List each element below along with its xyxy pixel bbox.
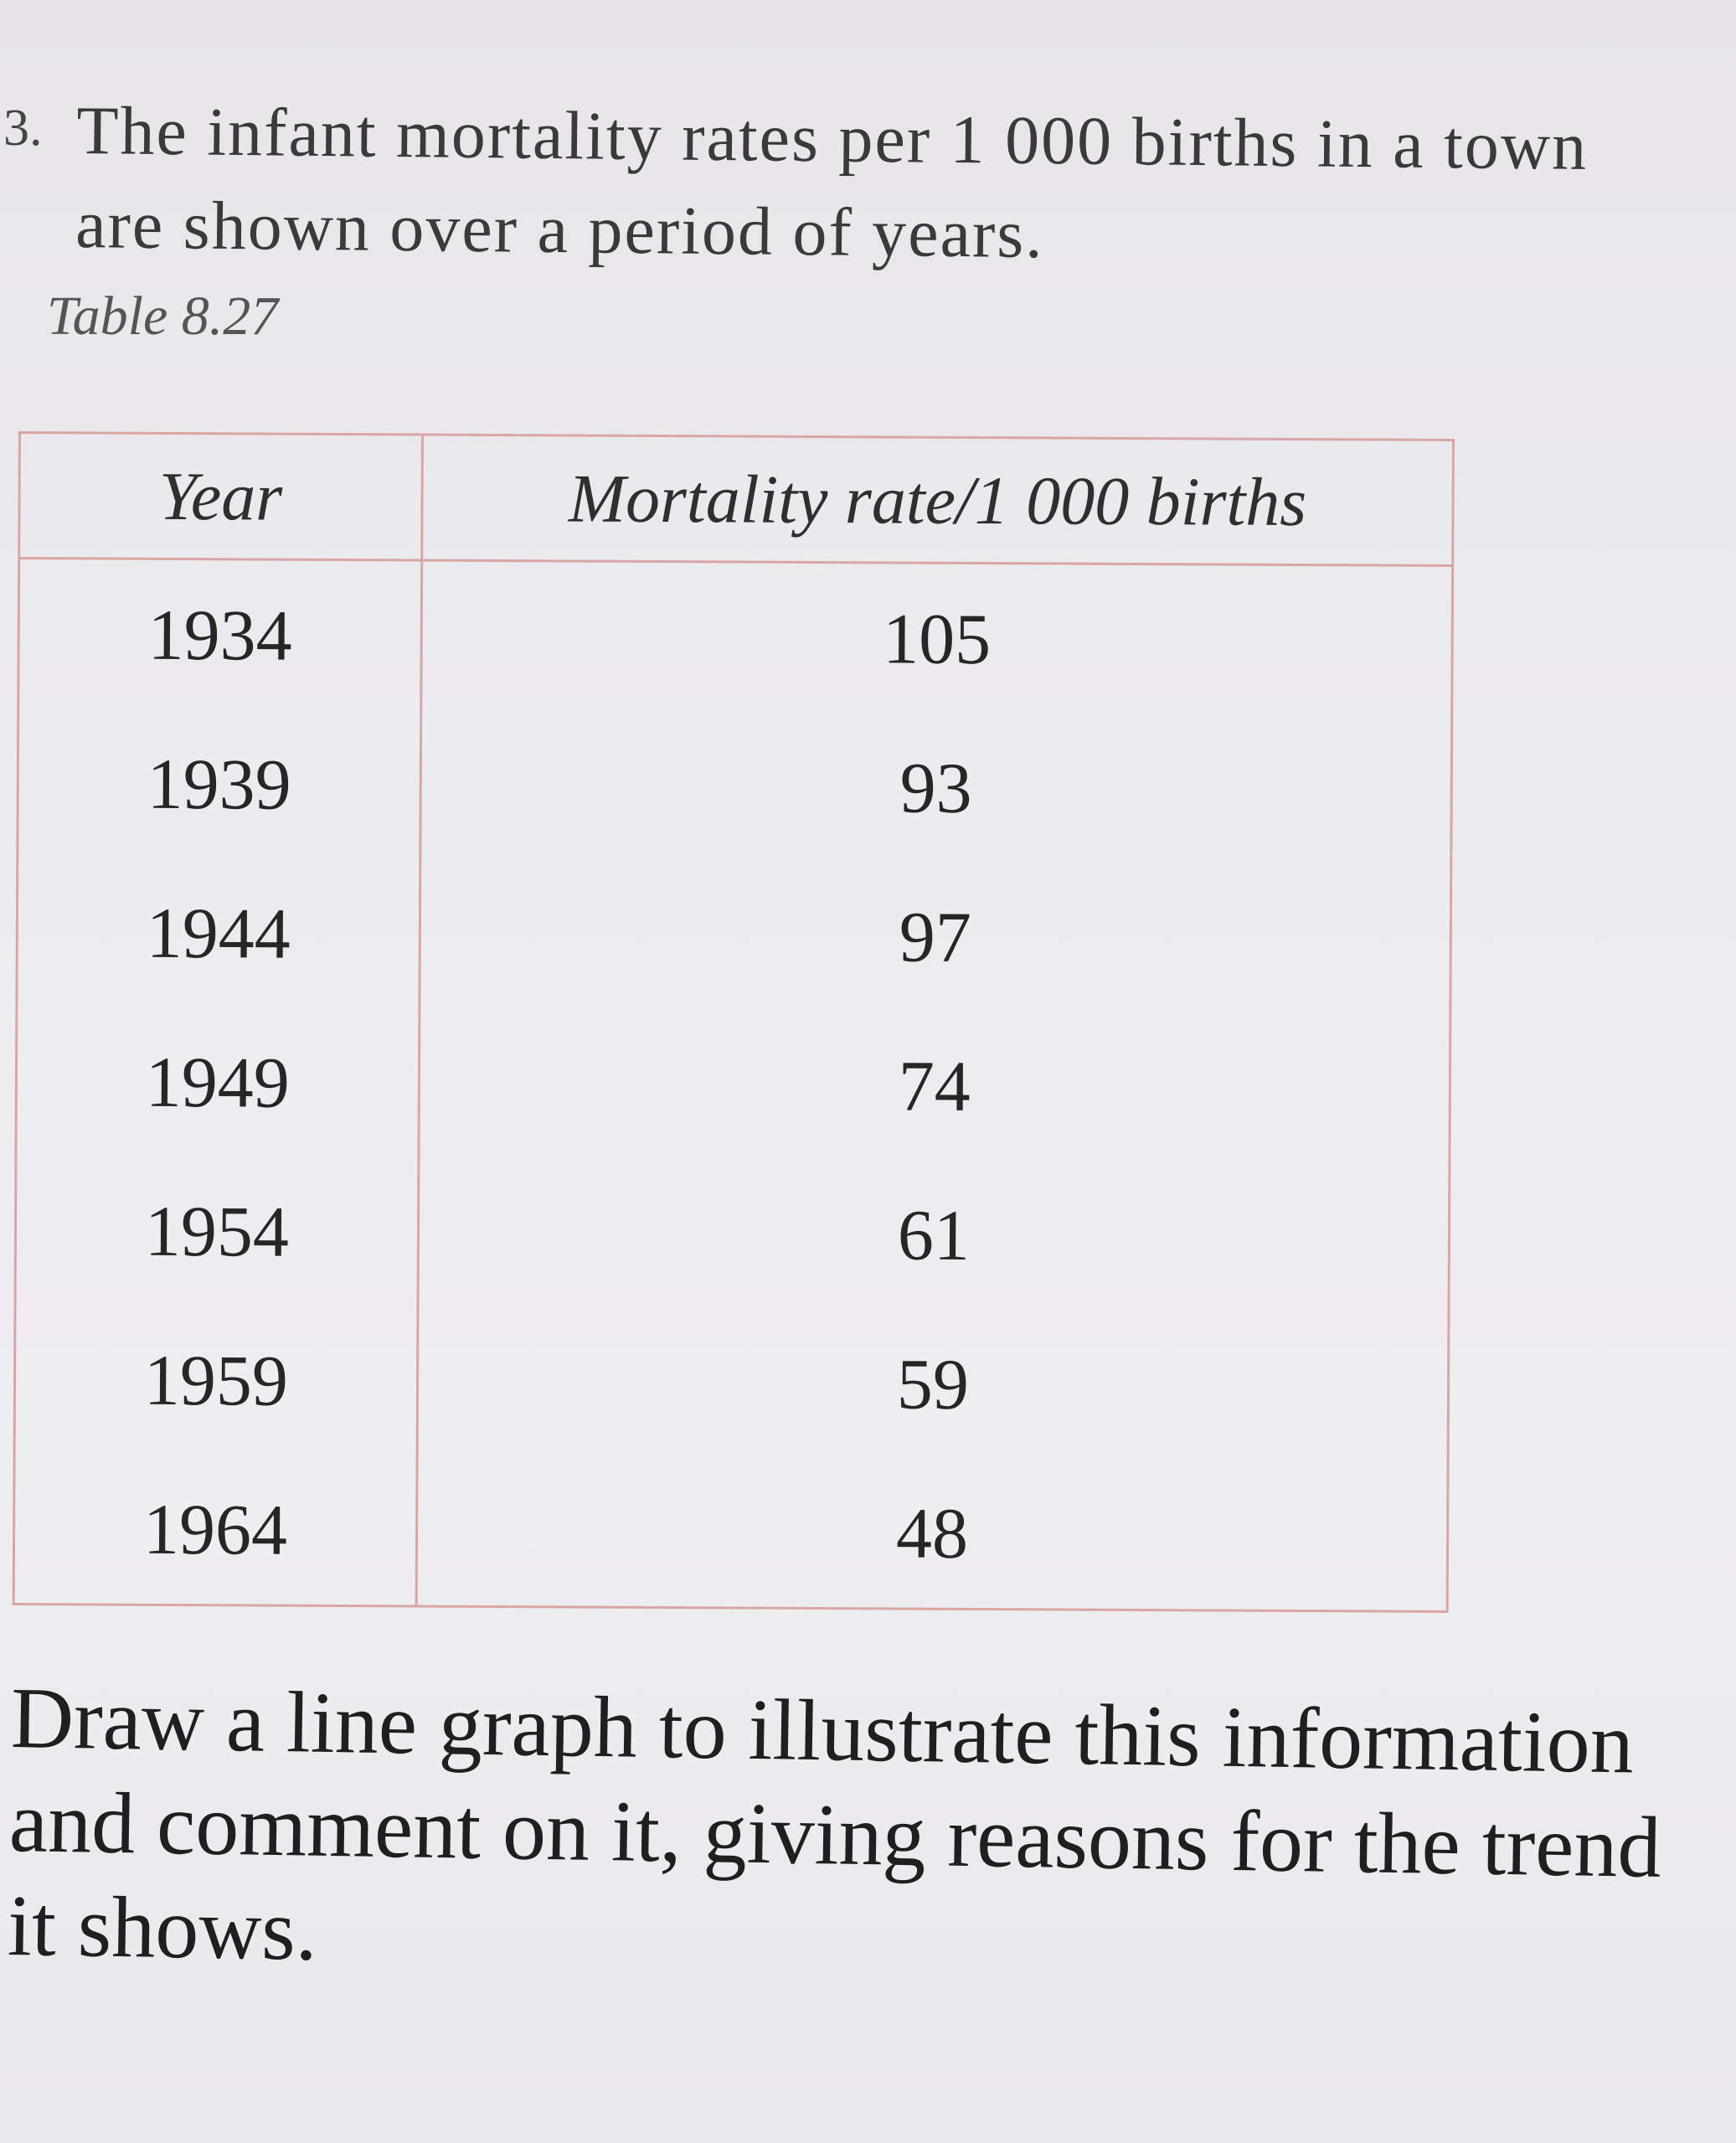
rate-cell: 74 xyxy=(419,1009,1450,1163)
rate-cell: 61 xyxy=(418,1158,1450,1312)
table-row xyxy=(14,1305,1449,1461)
rate-cell: 59 xyxy=(417,1307,1449,1461)
table-caption: Table 8.27 xyxy=(47,286,279,347)
header-mortality-rate: Mortality rate/1 000 births xyxy=(421,435,1453,565)
question-text: The infant mortality rates per 1 000 births in a town are shown over a period of years. xyxy=(75,91,1589,273)
rate-cell: 105 xyxy=(421,560,1453,716)
mortality-table xyxy=(13,431,1455,1613)
year-cell: 1944 xyxy=(17,858,420,1009)
year-cell: 1959 xyxy=(14,1305,418,1456)
year-cell: 1954 xyxy=(15,1156,419,1307)
table-header-row xyxy=(19,433,1454,566)
year-cell: 1964 xyxy=(13,1454,417,1606)
rate-cell: 93 xyxy=(420,711,1452,865)
table-row xyxy=(13,1454,1448,1611)
rate-cell: 48 xyxy=(416,1456,1448,1612)
table-row xyxy=(18,708,1452,865)
table-row xyxy=(17,858,1451,1014)
question-number: 3. xyxy=(3,100,43,157)
header-year: Year xyxy=(19,433,423,561)
year-cell: 1939 xyxy=(18,708,421,860)
table-row xyxy=(18,559,1453,716)
rate-cell: 97 xyxy=(420,860,1451,1014)
table-row xyxy=(16,1007,1450,1163)
year-cell: 1949 xyxy=(16,1007,420,1158)
table-row xyxy=(15,1156,1450,1312)
exercise-prompt: Draw a line graph to illustrate this information and comment on it, giving reasons for the trend it shows. xyxy=(7,1669,1662,1979)
year-cell: 1934 xyxy=(18,559,422,711)
